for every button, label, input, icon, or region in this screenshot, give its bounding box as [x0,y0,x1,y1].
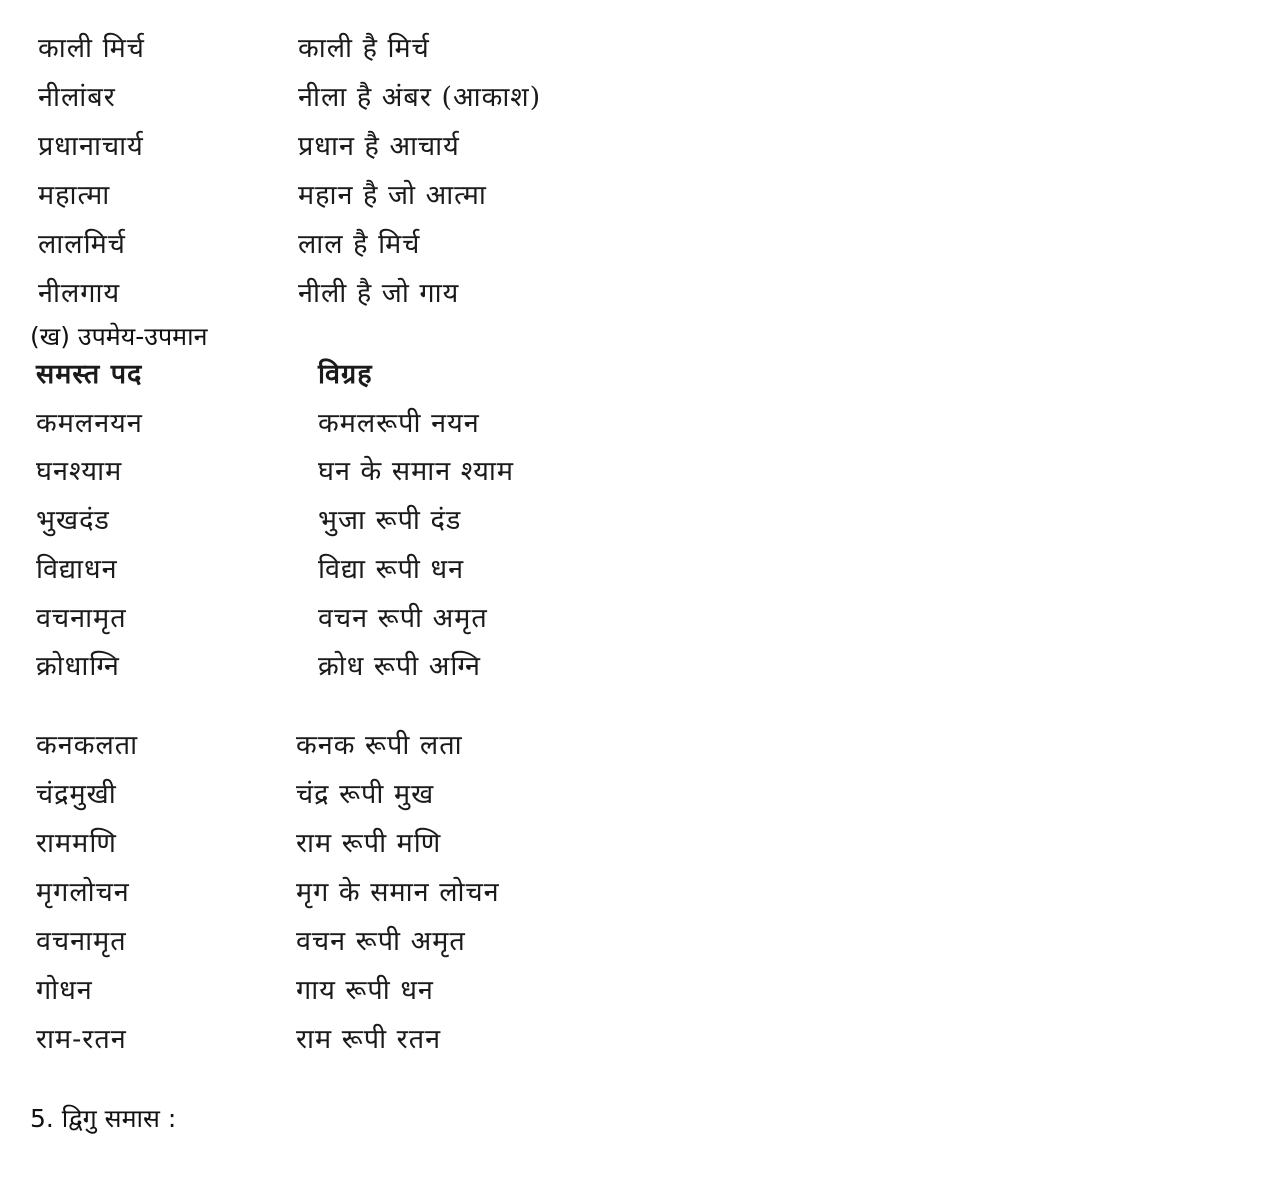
term: महात्मा [38,180,111,211]
term: काली मिर्च [38,33,145,64]
meaning: भुजा रूपी दंड [318,505,462,536]
meaning: लाल है मिर्च [298,229,421,260]
meaning: गाय रूपी धन [296,975,434,1006]
term: वचनामृत [36,603,127,634]
column-header-term: समस्त पद [36,359,143,390]
term: घनश्याम [36,456,123,487]
meaning: राम रूपी मणि [296,828,442,859]
term: वचनामृत [36,926,127,957]
term: क्रोधाग्नि [36,651,120,682]
meaning: कमलरूपी नयन [318,408,480,439]
meaning: राम रूपी रतन [296,1024,442,1055]
term: लालमिर्च [38,229,126,260]
meaning: वचन रूपी अमृत [296,926,466,957]
meaning: महान है जो आत्मा [298,180,487,211]
meaning: वचन रूपी अमृत [318,603,488,634]
meaning: नीली है जो गाय [298,278,460,309]
term: राममणि [36,828,117,859]
term: राम-रतन [36,1024,127,1055]
meaning: क्रोध रूपी अग्नि [318,651,481,682]
meaning: घन के समान श्याम [318,456,515,487]
meaning: नीला है अंबर (आकाश) [298,82,542,113]
term: नीलगाय [38,278,121,309]
term: भुखदंड [36,505,110,536]
term: प्रधानाचार्य [38,131,144,162]
section-heading: (ख) उपमेय-उपमान [30,322,208,351]
term: कनकलता [36,730,139,761]
meaning: विद्या रूपी धन [318,554,465,585]
term: मृगलोचन [36,877,130,908]
section-heading: 5. द्विगु समास : [30,1104,177,1133]
meaning: कनक रूपी लता [296,730,463,761]
meaning: चंद्र रूपी मुख [296,779,435,810]
meaning: मृग के समान लोचन [296,877,500,908]
meaning: प्रधान है आचार्य [298,131,460,162]
meaning: काली है मिर्च [298,33,430,64]
term: विद्याधन [36,554,118,585]
column-header-meaning: विग्रह [318,359,373,390]
term: नीलांबर [38,82,116,113]
term: गोधन [36,975,93,1006]
term: कमलनयन [36,408,143,439]
term: चंद्रमुखी [36,779,117,810]
